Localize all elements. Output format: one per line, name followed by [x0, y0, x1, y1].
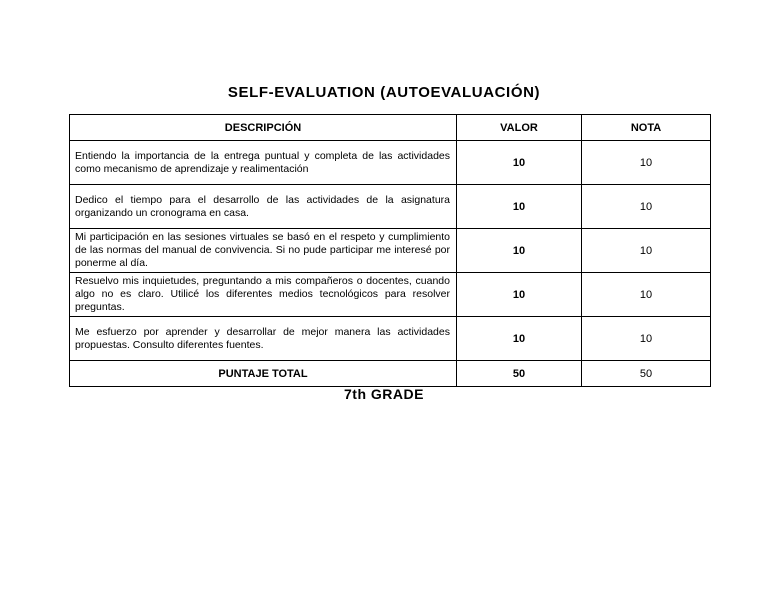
column-header-descripcion: DESCRIPCIÓN [70, 115, 457, 141]
self-evaluation-table [69, 114, 711, 387]
row-nota: 10 [582, 273, 711, 317]
row-nota: 10 [582, 141, 711, 185]
total-label: PUNTAJE TOTAL [70, 361, 457, 387]
total-valor: 50 [457, 361, 582, 387]
page-title: SELF-EVALUATION (AUTOEVALUACIÓN) [227, 84, 541, 101]
row-description: Mi participación en las sesiones virtuales se basó en el respeto y cumplimiento de las normas del manual de convivencia. Si no pude participar me interesé por ponerme al día. [70, 229, 457, 273]
row-valor: 10 [457, 229, 582, 273]
table-row [70, 141, 711, 185]
row-valor: 10 [457, 273, 582, 317]
column-header-nota: NOTA [582, 115, 711, 141]
total-row [70, 361, 711, 387]
row-valor: 10 [457, 141, 582, 185]
column-header-valor: VALOR [457, 115, 582, 141]
row-description: Dedico el tiempo para el desarrollo de las actividades de la asignatura organizando un cronograma en casa. [70, 185, 457, 229]
row-description: Resuelvo mis inquietudes, preguntando a mis compañeros o docentes, cuando algo no es claro. Utilicé los diferentes medios tecnológicos para resolver preguntas. [70, 273, 457, 317]
total-nota: 50 [582, 361, 711, 387]
row-nota: 10 [582, 317, 711, 361]
table-row [70, 317, 711, 361]
row-valor: 10 [457, 317, 582, 361]
row-valor: 10 [457, 185, 582, 229]
row-description: Me esfuerzo por aprender y desarrollar de mejor manera las actividades propuestas. Consulto diferentes fuentes. [70, 317, 457, 361]
table-row [70, 185, 711, 229]
table-row [70, 229, 711, 273]
row-nota: 10 [582, 185, 711, 229]
grade-label: 7th GRADE [344, 386, 424, 402]
row-nota: 10 [582, 229, 711, 273]
row-description: Entiendo la importancia de la entrega puntual y completa de las actividades como mecanismo de aprendizaje y realimentación [70, 141, 457, 185]
table-row [70, 273, 711, 317]
table-header-row [70, 115, 711, 141]
